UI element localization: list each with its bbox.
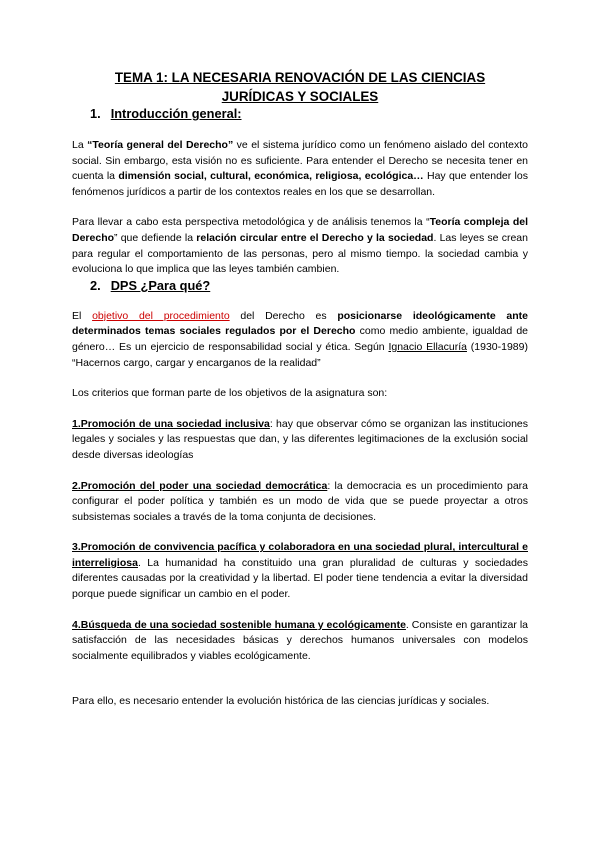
text-run: como medio ambiente, igualdad de género… Es un ejercicio de responsabilidad social y ética. Según — [72, 325, 529, 353]
bold-run: Teoría compleja del Derecho — [72, 216, 528, 244]
criterion-text: . Consiste en garantizar la satisfacción de las necesidades básicas y derechos humanos universales con modelos socialmente equilibrados y viables ecológicamente. — [72, 618, 528, 662]
text-run: La — [72, 139, 88, 151]
section-1-title: Introducción general: — [110, 106, 242, 121]
section-2-heading — [72, 278, 528, 294]
section-1-paragraph-2 — [72, 215, 528, 277]
section-2-number: 2. — [90, 277, 101, 293]
text-run: del Derecho es — [229, 309, 338, 322]
closing-paragraph: Para ello, es necesario entender la evolución histórica de las ciencias jurídicas y sociales. — [72, 695, 490, 708]
text-run: El — [72, 309, 93, 322]
section-1-paragraph-1 — [72, 138, 528, 200]
text-run: Para llevar a cabo esta perspectiva metodológica y de análisis tenemos la “ — [72, 216, 430, 229]
bold-run: posicionarse ideológicamente ante determinados temas sociales regulados por el Derecho — [72, 309, 528, 338]
bold-run: dimensión social, cultural, económica, religiosa, ecológica… — [118, 170, 424, 183]
title-line-1: TEMA 1: LA NECESARIA RENOVACIÓN DE LAS CIENCIAS — [114, 70, 486, 85]
criterion-label: 3.Promoción de convivencia pacífica y colaboradora en una sociedad plural, intercultural e interreligiosa — [72, 541, 528, 569]
document-title — [72, 69, 528, 106]
criterion-text: : la democracia es un procedimiento para configurar el poder política y también es un modo de vida que se puede proyectar a otros subsistemas sociales a través de la toma conjunta de decisiones. — [72, 479, 528, 523]
criterion-label: 1.Promoción de una sociedad inclusiva — [72, 417, 270, 430]
criterion-3 — [72, 540, 528, 602]
criterion-2 — [72, 479, 528, 526]
text-run: (1930-1989) “Hacernos cargo, cargar y encarganos de la realidad” — [72, 340, 528, 369]
section-2-paragraph-2: Los criterios que forman parte de los objetivos de la asignatura son: — [72, 387, 388, 400]
text-run: ve el sistema jurídico como un fenómeno aislado del contexto social. Sin embargo, esta visión no es suficiente. Para entender el Derecho se necesita tener en cuenta la — [72, 139, 528, 183]
criterion-label: 2.Promoción del poder una sociedad democrática — [72, 479, 328, 492]
criterion-1 — [72, 417, 528, 464]
criterion-4 — [72, 618, 528, 665]
text-run: . Las leyes se crean para regular el comportamiento de las personas, pero al mismo tiempo. la sociedad cambia y evoluciona lo que implica que las leyes también cambien. — [72, 231, 528, 276]
underlined-name: Ignacio Ellacuría — [388, 340, 467, 353]
title-line-2: JURÍDICAS Y SOCIALES — [221, 88, 379, 104]
criterion-label: 4.Búsqueda de una sociedad sostenible humana y ecológicamente — [72, 618, 406, 631]
criterion-text: : hay que observar cómo se organizan las instituciones legales y sociales y las respuestas que dan, y las diferentes legitimaciones de la exclusión social desde diversas ideologías — [72, 417, 529, 461]
criterion-text: . La humanidad ha constituido una gran pluralidad de culturas y sociedades diferentes causadas por la creatividad y la libertad. El poder tiene tendencia a evitar la diversidad porque puede significar un cambio en el poder. — [72, 556, 528, 601]
bold-run: relación circular entre el Derecho y la sociedad — [196, 231, 434, 244]
text-run: ” que defiende la — [114, 231, 197, 244]
objetivo-link[interactable]: objetivo del procedimiento — [92, 309, 230, 322]
text-run: Hay que entender los fenómenos jurídicos a partir de los contextos reales en los que se desarrollan. — [72, 170, 528, 198]
section-1-heading — [72, 106, 528, 122]
section-2-paragraph-1 — [72, 309, 528, 371]
section-2-title: DPS ¿Para qué? — [110, 277, 211, 293]
section-1-number: 1. — [90, 106, 101, 121]
bold-run: “Teoría general del Derecho” — [87, 139, 234, 151]
